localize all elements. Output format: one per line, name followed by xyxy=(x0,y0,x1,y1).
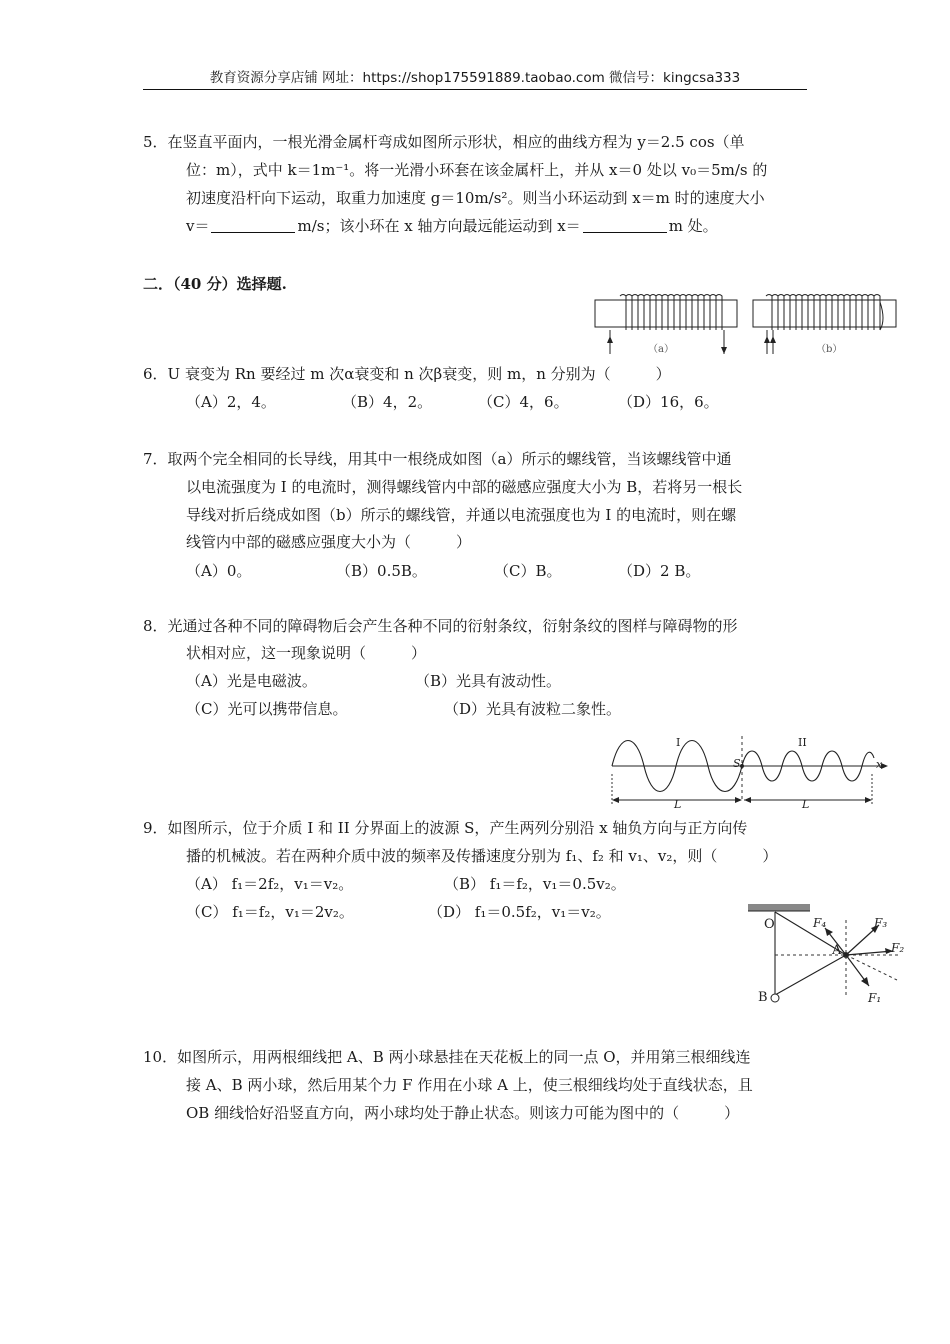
q9-option-d[interactable]: （D） f₁＝0.5f₂，v₁＝v₂。 xyxy=(428,903,611,921)
q10-line-1: 10．如图所示，用两根细线把 A、B 两小球悬挂在天花板上的同一点 O，并用第三根细线连 xyxy=(143,1048,751,1066)
q5-line-3: 初速度沿杆向下运动，取重力加速度 g＝10m/s²。则当小环运动到 x＝m 时的速度大小 xyxy=(186,189,765,207)
q7-line-2: 以电流强度为 I 的电流时，测得螺线管内中部的磁感应强度大小为 B，若将另一根长 xyxy=(186,478,743,496)
solenoid-b-arrow-out xyxy=(770,336,776,343)
q10-line-3: OB 细线恰好沿竖直方向，两小球均处于静止状态。则该力可能为图中的（ ） xyxy=(186,1104,740,1122)
solenoid-b-arrow-in xyxy=(764,336,770,343)
string-AB xyxy=(775,955,846,995)
q8-option-b[interactable]: （B）光具有波动性。 xyxy=(415,672,562,690)
q7-option-b[interactable]: （B）0.5B。 xyxy=(336,562,427,580)
solenoid-figure xyxy=(590,294,900,360)
label-A: A xyxy=(832,943,842,958)
label-F4: F₄ xyxy=(813,916,827,930)
q6-option-a[interactable]: （A）2，4。 xyxy=(186,393,276,411)
page-header: 教育资源分享店铺 网址：https://shop175591889.taobao.com 微信号：kingcsa333 xyxy=(209,70,741,86)
wave-label-S: S xyxy=(733,757,741,770)
wave-source-dot xyxy=(740,764,744,768)
q5-answer-blank-2[interactable] xyxy=(583,218,667,233)
q8-line-1: 8．光通过各种不同的障碍物后会产生各种不同的衍射条纹，衍射条纹的图样与障碍物的形 xyxy=(143,617,738,635)
label-B: B xyxy=(758,990,768,1005)
q6-option-c[interactable]: （C）4，6。 xyxy=(478,393,569,411)
q9-line-1: 9．如图所示，位于介质 I 和 II 分界面上的波源 S，产生两列分别沿 x 轴负方向与正方向传 xyxy=(143,819,748,837)
q6-stem: 6．U 衰变为 Rn 要经过 m 次α衰变和 n 次β衰变，则 m，n 分别为（ ） xyxy=(143,365,671,383)
q5-end-text: m 处。 xyxy=(668,217,718,235)
q5-mid-text: m/s；该小环在 x 轴方向最远能运动到 x＝ xyxy=(297,217,581,235)
q5-v-label: v＝ xyxy=(186,217,210,235)
ball-B xyxy=(771,994,779,1002)
q7-option-d[interactable]: （D）2 B。 xyxy=(618,562,701,580)
solenoid-b-label: （b） xyxy=(816,344,843,355)
q5-line-2: 位：m），式中 k＝1m⁻¹。将一光滑小环套在该金属杆上，并从 x＝0 处以 v₀＝5m/s 的 xyxy=(186,161,768,179)
solenoid-a-arrow-out xyxy=(721,347,727,354)
ceiling xyxy=(748,904,810,911)
q7-line-3: 导线对折后绕成如图（b）所示的螺线管，并通以电流强度也为 I 的电流时，则在螺 xyxy=(186,506,737,524)
q7-line-1: 7．取两个完全相同的长导线，用其中一根绕成如图（a）所示的螺线管，当该螺线管中通 xyxy=(143,450,732,468)
label-F2: F₂ xyxy=(891,941,905,955)
q5-line-1: 5．在竖直平面内，一根光滑金属杆弯成如图所示形状，相应的曲线方程为 y＝2.5 cos（单 xyxy=(143,133,745,151)
q7-option-c[interactable]: （C）B。 xyxy=(494,562,562,580)
q8-option-d[interactable]: （D）光具有波粒二象性。 xyxy=(444,700,622,718)
label-F1: F₁ xyxy=(868,991,882,1005)
wave-label-II: II xyxy=(798,736,807,749)
q5-line-4 xyxy=(186,216,718,236)
force-figure xyxy=(745,900,915,1012)
q8-line-2: 状相对应，这一现象说明（ ） xyxy=(186,644,427,662)
q8-option-c[interactable]: （C）光可以携带信息。 xyxy=(186,700,348,718)
header-rule xyxy=(143,89,807,90)
q8-option-a[interactable]: （A）光是电磁波。 xyxy=(186,672,317,690)
wave-label-x: x xyxy=(876,758,883,771)
q9-line-2: 播的机械波。若在两种介质中波的频率及传播速度分别为 f₁、f₂ 和 v₁、v₂，则（ ） xyxy=(186,847,778,865)
section-2-title: 二．（40 分）选择题. xyxy=(143,275,287,293)
q7-option-a[interactable]: （A）0。 xyxy=(186,562,252,580)
q9-option-b[interactable]: （B） f₁＝f₂，v₁＝0.5v₂。 xyxy=(444,875,626,893)
wave-label-L2: L xyxy=(802,798,810,811)
wave-label-L1: L xyxy=(674,798,682,811)
q10-line-2: 接 A、B 两小球，然后用某个力 F 作用在小球 A 上，使三根细线均处于直线状态，且 xyxy=(186,1076,753,1094)
solenoid-a-label: （a） xyxy=(648,344,674,355)
wave-label-I: I xyxy=(676,736,681,749)
solenoid-a-arrow-in xyxy=(607,336,613,343)
label-F3: F₃ xyxy=(874,916,888,930)
q5-answer-blank-1[interactable] xyxy=(211,218,295,233)
wave-figure xyxy=(608,734,893,810)
q6-option-d[interactable]: （D）16，6。 xyxy=(618,393,719,411)
q7-line-4: 线管内中部的磁感应强度大小为（ ） xyxy=(186,533,472,551)
label-O: O xyxy=(764,917,775,932)
q9-option-a[interactable]: （A） f₁＝2f₂，v₁＝v₂。 xyxy=(186,875,354,893)
q6-option-b[interactable]: （B）4，2。 xyxy=(342,393,433,411)
q9-option-c[interactable]: （C） f₁＝f₂，v₁＝2v₂。 xyxy=(186,903,354,921)
